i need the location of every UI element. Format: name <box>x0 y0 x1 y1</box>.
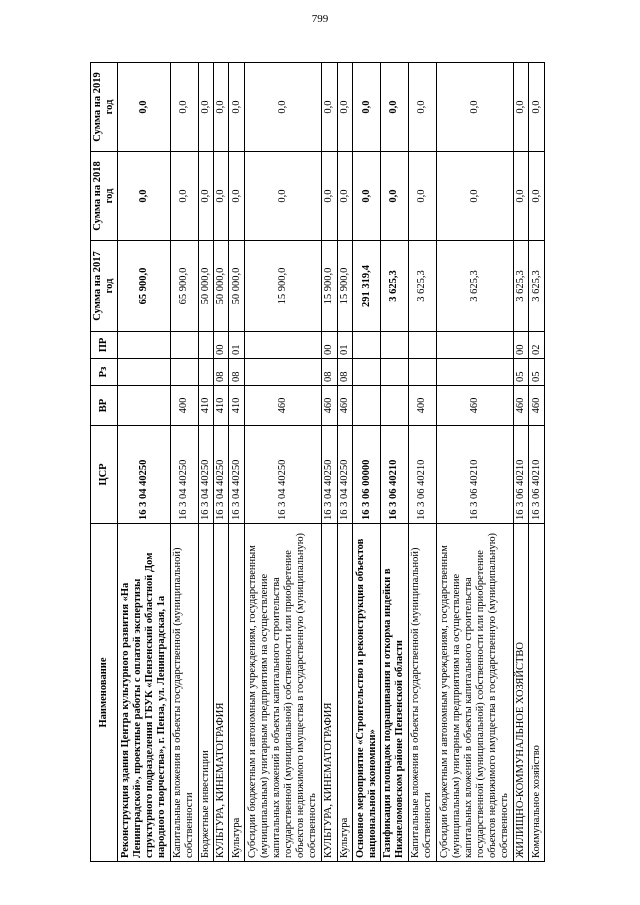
row-sum-2017-cell: 65 900,0 <box>170 241 198 332</box>
row-rz-cell <box>353 359 381 386</box>
row-sum-2017-cell: 50 000,0 <box>198 241 213 332</box>
table-row <box>408 63 436 862</box>
row-sum-2018-cell: 0,0 <box>529 152 545 241</box>
row-sum-2019-cell: 0,0 <box>198 63 213 152</box>
row-name-cell: Реконструкция здания Центра культурного развития «На Ленинградской», проектные работы с оплатой экспертизы структурного подразделения ГБУК «Пензенский областной Дом народного творчества», г. Пенза, ул. Ленинградская, 1а <box>118 524 171 862</box>
row-name-cell: Основное мероприятие «Строительство и реконструкция объектов национальной экономики» <box>353 524 381 862</box>
row-sum-2018-cell: 0,0 <box>229 152 244 241</box>
table-row <box>244 63 321 862</box>
row-pr-cell <box>198 332 213 359</box>
row-sum-2017-cell: 3 625,3 <box>513 241 528 332</box>
row-sum-2019-cell: 0,0 <box>353 63 381 152</box>
row-sum-2019-cell: 0,0 <box>337 63 352 152</box>
row-sum-2019-cell: 0,0 <box>408 63 436 152</box>
row-rz-cell <box>408 359 436 386</box>
column-header-pr: ПР <box>91 332 118 359</box>
row-vr-cell: 410 <box>198 386 213 426</box>
row-name-cell: Субсидии бюджетным и автономным учреждениям, государственным (муниципальным) унитарным предприятиям на осуществление капитальных вложений в объекты капитального строительства государственной (муниципальной) собственности или приобретение объектов недвижимого имущества в государственную (муниципальную) собственность <box>436 524 513 862</box>
table-row <box>170 63 198 862</box>
row-name-cell: Капитальные вложения в объекты государственной (муниципальной) собственности <box>170 524 198 862</box>
row-sum-2018-cell: 0,0 <box>322 152 337 241</box>
row-pr-cell: 00 <box>322 332 337 359</box>
table-row <box>380 63 408 862</box>
row-csr-cell: 16 3 04 40250 <box>229 426 244 524</box>
table-row <box>529 63 545 862</box>
row-pr-cell <box>380 332 408 359</box>
row-pr-cell: 00 <box>513 332 528 359</box>
row-sum-2019-cell: 0,0 <box>244 63 321 152</box>
row-rz-cell <box>436 359 513 386</box>
row-sum-2019-cell: 0,0 <box>170 63 198 152</box>
row-pr-cell <box>170 332 198 359</box>
row-rz-cell <box>118 359 171 386</box>
row-sum-2017-cell: 65 900,0 <box>118 241 171 332</box>
row-sum-2019-cell: 0,0 <box>380 63 408 152</box>
table-row <box>337 63 352 862</box>
row-vr-cell <box>380 386 408 426</box>
row-name-cell: Культура <box>229 524 244 862</box>
row-rz-cell <box>380 359 408 386</box>
row-csr-cell: 16 3 04 40250 <box>337 426 352 524</box>
row-vr-cell: 400 <box>170 386 198 426</box>
table-row <box>513 63 528 862</box>
column-header-csr: ЦСР <box>91 426 118 524</box>
row-vr-cell: 460 <box>322 386 337 426</box>
row-csr-cell: 16 3 04 40250 <box>244 426 321 524</box>
budget-table <box>90 62 545 862</box>
row-sum-2019-cell: 0,0 <box>322 63 337 152</box>
row-rz-cell <box>170 359 198 386</box>
row-rz-cell <box>198 359 213 386</box>
budget-table-wrapper <box>90 63 545 862</box>
row-pr-cell <box>118 332 171 359</box>
row-name-cell: Бюджетные инвестиции <box>198 524 213 862</box>
row-pr-cell: 01 <box>337 332 352 359</box>
table-header-row <box>91 63 118 862</box>
row-sum-2017-cell: 3 625,3 <box>436 241 513 332</box>
row-sum-2018-cell: 0,0 <box>337 152 352 241</box>
row-rz-cell: 08 <box>214 359 229 386</box>
row-sum-2017-cell: 50 000,0 <box>229 241 244 332</box>
column-header-sum-2019: Сумма на 2019 год <box>91 63 118 152</box>
row-sum-2018-cell: 0,0 <box>244 152 321 241</box>
row-csr-cell: 16 3 04 40250 <box>214 426 229 524</box>
row-sum-2018-cell: 0,0 <box>353 152 381 241</box>
row-sum-2019-cell: 0,0 <box>513 63 528 152</box>
row-csr-cell: 16 3 06 40210 <box>380 426 408 524</box>
row-vr-cell: 460 <box>436 386 513 426</box>
row-pr-cell: 00 <box>214 332 229 359</box>
row-sum-2018-cell: 0,0 <box>513 152 528 241</box>
row-sum-2017-cell: 3 625,3 <box>529 241 545 332</box>
row-pr-cell <box>353 332 381 359</box>
table-row <box>353 63 381 862</box>
table-row <box>214 63 229 862</box>
column-header-name: Наименование <box>91 524 118 862</box>
row-pr-cell: 01 <box>229 332 244 359</box>
table-row <box>118 63 171 862</box>
row-rz-cell: 08 <box>322 359 337 386</box>
table-row <box>322 63 337 862</box>
row-vr-cell: 460 <box>529 386 545 426</box>
row-csr-cell: 16 3 06 40210 <box>513 426 528 524</box>
row-vr-cell <box>118 386 171 426</box>
column-header-rz: Рз <box>91 359 118 386</box>
row-rz-cell: 08 <box>337 359 352 386</box>
row-sum-2018-cell: 0,0 <box>436 152 513 241</box>
row-csr-cell: 16 3 06 40210 <box>436 426 513 524</box>
row-sum-2019-cell: 0,0 <box>229 63 244 152</box>
row-csr-cell: 16 3 06 40210 <box>408 426 436 524</box>
row-pr-cell: 02 <box>529 332 545 359</box>
column-header-vr: ВР <box>91 386 118 426</box>
row-sum-2019-cell: 0,0 <box>214 63 229 152</box>
row-csr-cell: 16 3 06 00000 <box>353 426 381 524</box>
column-header-sum-2018: Сумма на 2018 год <box>91 152 118 241</box>
row-name-cell: Субсидии бюджетным и автономным учреждениям, государственным (муниципальным) унитарным предприятиям на осуществление капитальных вложений в объекты капитального строительства государственной (муниципальной) собственности или приобретение объектов недвижимого имущества в государственную (муниципальную) собственность <box>244 524 321 862</box>
row-vr-cell: 410 <box>229 386 244 426</box>
column-header-sum-2017: Сумма на 2017 год <box>91 241 118 332</box>
row-vr-cell: 400 <box>408 386 436 426</box>
row-rz-cell: 05 <box>529 359 545 386</box>
row-csr-cell: 16 3 04 40250 <box>198 426 213 524</box>
row-sum-2018-cell: 0,0 <box>198 152 213 241</box>
row-csr-cell: 16 3 04 40250 <box>322 426 337 524</box>
page-number: 799 <box>311 13 329 25</box>
row-sum-2019-cell: 0,0 <box>529 63 545 152</box>
row-name-cell: КУЛЬТУРА, КИНЕМАТОГРАФИЯ <box>214 524 229 862</box>
row-sum-2017-cell: 3 625,3 <box>408 241 436 332</box>
row-vr-cell: 410 <box>214 386 229 426</box>
row-sum-2017-cell: 15 900,0 <box>322 241 337 332</box>
row-sum-2017-cell: 15 900,0 <box>244 241 321 332</box>
row-sum-2018-cell: 0,0 <box>408 152 436 241</box>
table-row <box>229 63 244 862</box>
row-rz-cell <box>244 359 321 386</box>
row-rz-cell: 05 <box>513 359 528 386</box>
row-sum-2019-cell: 0,0 <box>436 63 513 152</box>
table-row <box>198 63 213 862</box>
row-rz-cell: 08 <box>229 359 244 386</box>
row-sum-2019-cell: 0,0 <box>118 63 171 152</box>
row-sum-2017-cell: 3 625,3 <box>380 241 408 332</box>
row-csr-cell: 16 3 04 40250 <box>170 426 198 524</box>
row-sum-2018-cell: 0,0 <box>214 152 229 241</box>
row-sum-2018-cell: 0,0 <box>118 152 171 241</box>
row-vr-cell: 460 <box>244 386 321 426</box>
row-name-cell: Газификация площадок подращивания и откорма индейки в Нижнеломовском районе Пензенской области <box>380 524 408 862</box>
table-row <box>436 63 513 862</box>
row-vr-cell: 460 <box>513 386 528 426</box>
row-name-cell: ЖИЛИЩНО-КОММУНАЛЬНОЕ ХОЗЯЙСТВО <box>513 524 528 862</box>
row-pr-cell <box>408 332 436 359</box>
row-csr-cell: 16 3 06 40210 <box>529 426 545 524</box>
row-name-cell: Культура <box>337 524 352 862</box>
row-vr-cell <box>353 386 381 426</box>
row-sum-2017-cell: 15 900,0 <box>337 241 352 332</box>
row-sum-2017-cell: 291 319,4 <box>353 241 381 332</box>
row-sum-2018-cell: 0,0 <box>170 152 198 241</box>
row-vr-cell: 460 <box>337 386 352 426</box>
rotated-page-area <box>90 63 545 862</box>
row-name-cell: Коммунальное хозяйство <box>529 524 545 862</box>
row-name-cell: КУЛЬТУРА, КИНЕМАТОГРАФИЯ <box>322 524 337 862</box>
row-pr-cell <box>436 332 513 359</box>
row-csr-cell: 16 3 04 40250 <box>118 426 171 524</box>
row-sum-2017-cell: 50 000,0 <box>214 241 229 332</box>
row-pr-cell <box>244 332 321 359</box>
row-name-cell: Капитальные вложения в объекты государственной (муниципальной) собственности <box>408 524 436 862</box>
row-sum-2018-cell: 0,0 <box>380 152 408 241</box>
